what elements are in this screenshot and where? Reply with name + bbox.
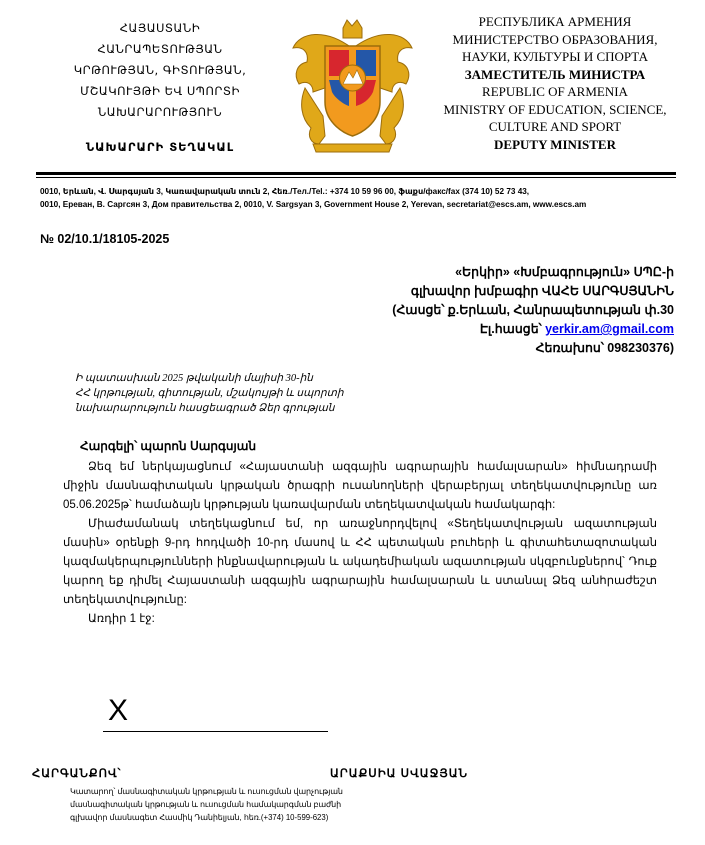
letterhead-armenian-line: ՆԱԽԱՐԱՐՈՒԹՅՈՒՆ — [97, 105, 223, 119]
address-block — [40, 185, 680, 211]
letterhead-armenian-line: ՀԱՆՐԱՊԵՏՈՒԹՅԱՆ — [97, 42, 223, 56]
recipient-email-label: Էլ.հասցե՝ — [479, 322, 546, 336]
footer-line: Կատարող՝ մասնագիտական կրթության և ուսուցման վարչության — [70, 787, 343, 796]
recipient-line: գլխավոր խմբագիր ՎԱՀԵ ՍԱՐԳՍՅԱՆԻՆ — [410, 284, 674, 298]
coat-of-arms-icon — [285, 18, 420, 156]
letterhead-armenian — [40, 18, 280, 158]
reference-note — [75, 371, 344, 416]
executor-footer — [70, 785, 343, 824]
signature-mark: X — [108, 694, 129, 727]
letterhead-english-line: MINISTRY OF EDUCATION, SCIENCE, — [443, 101, 667, 117]
letterhead-russian-line: РЕСПУБЛИКА АРМЕНИЯ — [478, 14, 632, 29]
letterhead-foreign — [425, 13, 685, 153]
salutation: Հարգելի՝ պարոն Սարգսյան — [80, 439, 257, 453]
letterhead-armenian-line: ՄՇԱԿՈՒՅԹԻ ԵՎ ՍՊՈՐՏԻ — [80, 84, 240, 98]
footer-line: մասնագիտական կրթության և ուսուցման համակարգման բաժնի — [70, 800, 342, 809]
letterhead-armenian-line: ԿՐԹՈՒԹՅԱՆ, ԳԻՏՈՒԹՅԱՆ, — [73, 63, 247, 77]
recipient-block — [392, 263, 674, 358]
letter-body — [63, 458, 657, 629]
signature-title: ՀԱՐԳԱՆՔՈՎ՝ — [32, 768, 122, 780]
footer-line: գլխավոր մասնագետ Հասմիկ Դանիելյան, հեռ.(+374) 10-599-623) — [70, 813, 329, 822]
letterhead-english-line: CULTURE AND SPORT — [488, 119, 622, 134]
letterhead-armenian-title: ՆԱԽԱՐԱՐԻ ՏԵՂԱԿԱԼ — [85, 140, 235, 154]
recipient-email-link[interactable]: yerkir.am@gmail.com — [545, 322, 674, 336]
letterhead-russian-line: МИНИСТЕРСТВО ОБРАЗОВАНИЯ, — [452, 31, 658, 47]
recipient-email-line — [392, 320, 674, 339]
body-paragraph: Ձեզ եմ ներկայացնում «Հայաստանի ազգային ագրարային համալսարան» հիմնադրամի միջին մասնագիտական կրթական ծրագրի ուսանողների վերաբերյալ տեղեկատվությունը առ 05.06.2025թ՝ համաձայն կրթության կառավարման տեղեկատվական համակարգի: — [63, 461, 657, 511]
document-number: № 02/10.1/18105-2025 — [40, 232, 170, 246]
attachment-note: Առդիր 1 էջ: — [88, 613, 155, 625]
signatory-name: ԱՐԱՔՍԻԱ ՍՎԱՋՅԱՆ — [330, 768, 468, 780]
reference-line: ՀՀ կրթության, գիտության, մշակույթի և սպորտի — [75, 388, 344, 399]
recipient-line: «Երկիր» «Խմբագրություն» ՍՊԸ-ի — [455, 265, 674, 279]
letterhead-russian-line: НАУКИ, КУЛЬТУРЫ И СПОРТА — [462, 49, 648, 64]
body-paragraph: Միաժամանակ տեղեկացնում եմ, որ առաջնորդվելով «Տեղեկատվության ազատության մասին» օրենքի 9-րդ հոդվածի 10-րդ մասով և ՀՀ պետական բուհերի և գիտահետազոտական կազմակերպությունների ինքնավարության և ակադեմիական ազատության սկզբունքներով՝ Դուք կարող եք դիմել Հայաստանի ազգային ագրարային համալսարան և ստանալ Ձեզ անհրաժեշտ տեղեկատվությունը: — [63, 518, 657, 606]
recipient-line: (Հասցե՝ ք.Երևան, Հանրապետության փ.30 — [392, 303, 674, 317]
address-line: 0010, Երևան, Վ. Սարգսյան 3, Կառավարական տուն 2, Հեռ./Тел./Tel.: +374 10 59 96 00, ֆաքս/факс/fax (374 10) 52 73 43, — [40, 187, 530, 196]
letterhead-english-line: REPUBLIC OF ARMENIA — [482, 84, 628, 99]
letterhead-english-title: DEPUTY MINISTER — [494, 136, 616, 152]
letterhead-armenian-line: ՀԱՅԱՍՏԱՆԻ — [119, 21, 201, 35]
letterhead-divider-thick — [36, 172, 676, 175]
reference-line: Ի պատասխան 2025 թվականի մայիսի 30-ին — [75, 373, 313, 384]
address-line: 0010, Ереван, В. Саргсян 3, Дом правительства 2, 0010, V. Sargsyan 3, Government House 2, Yerevan, secretariat@escs.am, www.escs.am — [40, 200, 587, 209]
signature-line — [103, 731, 328, 732]
letterhead-russian-title: ЗАМЕСТИТЕЛЬ МИНИСТРА — [464, 66, 646, 82]
reference-line: նախարարություն հասցեագրած Ձեր գրության — [75, 403, 335, 414]
letterhead-divider-thin — [36, 177, 676, 178]
recipient-phone: Հեռախոս՝ 098230376) — [535, 341, 674, 355]
